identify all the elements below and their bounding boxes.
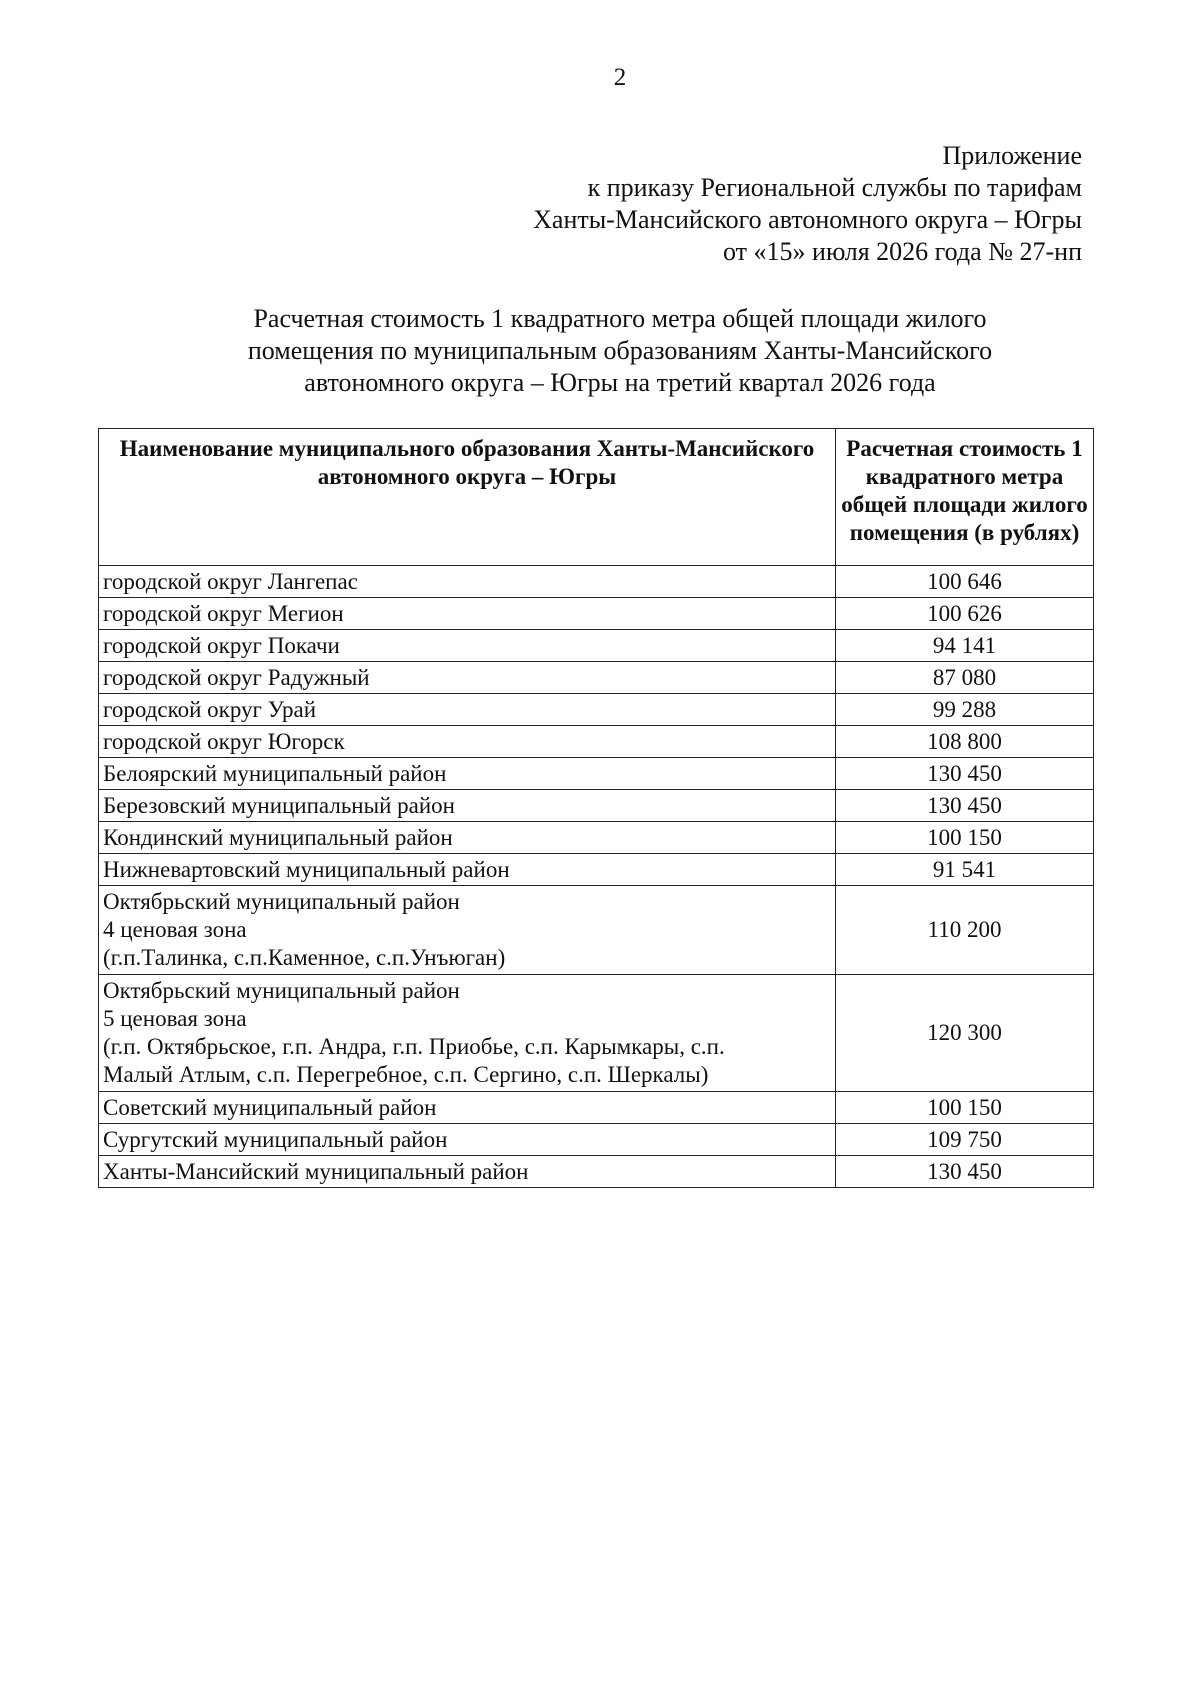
cost-table bbox=[98, 428, 1094, 1188]
municipality-name: Сургутский муниципальный район bbox=[99, 1124, 836, 1156]
appendix-line-2: к приказу Региональной службы по тарифам bbox=[587, 173, 1082, 202]
table-row bbox=[99, 1092, 1094, 1124]
cost-value: 130 450 bbox=[836, 758, 1094, 790]
municipality-name: Кондинский муниципальный район bbox=[99, 822, 836, 854]
table-row bbox=[99, 854, 1094, 886]
municipality-name: городской округ Югорск bbox=[99, 726, 836, 758]
table-row bbox=[99, 694, 1094, 726]
table-row bbox=[99, 886, 1094, 975]
title-line-3: автономного округа – Югры на третий квартал 2026 года bbox=[304, 368, 936, 397]
header-municipality: Наименование муниципального образования Ханты-Мансийского автономного округа – Югры bbox=[99, 429, 836, 566]
table-row bbox=[99, 758, 1094, 790]
appendix-line-4: от «15» июля 2026 года № 27-нп bbox=[723, 237, 1082, 266]
cost-value: 108 800 bbox=[836, 726, 1094, 758]
table-row bbox=[99, 726, 1094, 758]
title-line-1: Расчетная стоимость 1 квадратного метра общей площади жилого bbox=[253, 304, 987, 333]
cost-value: 91 541 bbox=[836, 854, 1094, 886]
municipality-name: городской округ Мегион bbox=[99, 598, 836, 630]
cost-value: 110 200 bbox=[836, 886, 1094, 975]
table-row bbox=[99, 1156, 1094, 1188]
appendix-block bbox=[533, 140, 1082, 268]
page-number: 2 bbox=[613, 64, 627, 91]
cost-value: 130 450 bbox=[836, 1156, 1094, 1188]
document-title bbox=[100, 303, 1140, 399]
cost-value: 99 288 bbox=[836, 694, 1094, 726]
cost-value: 100 150 bbox=[836, 822, 1094, 854]
appendix-line-3: Ханты-Мансийского автономного округа – Югры bbox=[533, 205, 1082, 234]
municipality-name: Октябрьский муниципальный район 5 ценовая зона (г.п. Октябрьское, г.п. Андра, г.п. Приобье, с.п. Карымкары, с.п. Малый Атлым, с.п. Перегребное, с.п. Сергино, с.п. Шеркалы) bbox=[99, 975, 836, 1092]
cost-value: 120 300 bbox=[836, 975, 1094, 1092]
cost-value: 130 450 bbox=[836, 790, 1094, 822]
cost-value: 87 080 bbox=[836, 662, 1094, 694]
municipality-name: Советский муниципальный район bbox=[99, 1092, 836, 1124]
municipality-name: Белоярский муниципальный район bbox=[99, 758, 836, 790]
municipality-name: Октябрьский муниципальный район 4 ценовая зона (г.п.Талинка, с.п.Каменное, с.п.Унъюган) bbox=[99, 886, 836, 975]
cost-value: 109 750 bbox=[836, 1124, 1094, 1156]
cost-value: 100 626 bbox=[836, 598, 1094, 630]
municipality-name: городской округ Покачи bbox=[99, 630, 836, 662]
cost-value: 100 646 bbox=[836, 566, 1094, 598]
cost-value: 94 141 bbox=[836, 630, 1094, 662]
title-line-2: помещения по муниципальным образованиям Ханты-Мансийского bbox=[247, 336, 993, 365]
municipality-name: городской округ Урай bbox=[99, 694, 836, 726]
appendix-line-1: Приложение bbox=[942, 141, 1082, 170]
table-row bbox=[99, 790, 1094, 822]
header-cost: Расчетная стоимость 1 квадратного метра общей площади жилого помещения (в рублях) bbox=[836, 429, 1094, 566]
table-row bbox=[99, 566, 1094, 598]
cost-value: 100 150 bbox=[836, 1092, 1094, 1124]
table-row bbox=[99, 822, 1094, 854]
municipality-name: Нижневартовский муниципальный район bbox=[99, 854, 836, 886]
table-row bbox=[99, 630, 1094, 662]
municipality-name: Березовский муниципальный район bbox=[99, 790, 836, 822]
table-row bbox=[99, 662, 1094, 694]
municipality-name: Ханты-Мансийский муниципальный район bbox=[99, 1156, 836, 1188]
table-row bbox=[99, 975, 1094, 1092]
municipality-name: городской округ Лангепас bbox=[99, 566, 836, 598]
table-header-row bbox=[99, 429, 1094, 566]
table-row bbox=[99, 1124, 1094, 1156]
municipality-name: городской округ Радужный bbox=[99, 662, 836, 694]
table-row bbox=[99, 598, 1094, 630]
table-body bbox=[99, 566, 1094, 1188]
